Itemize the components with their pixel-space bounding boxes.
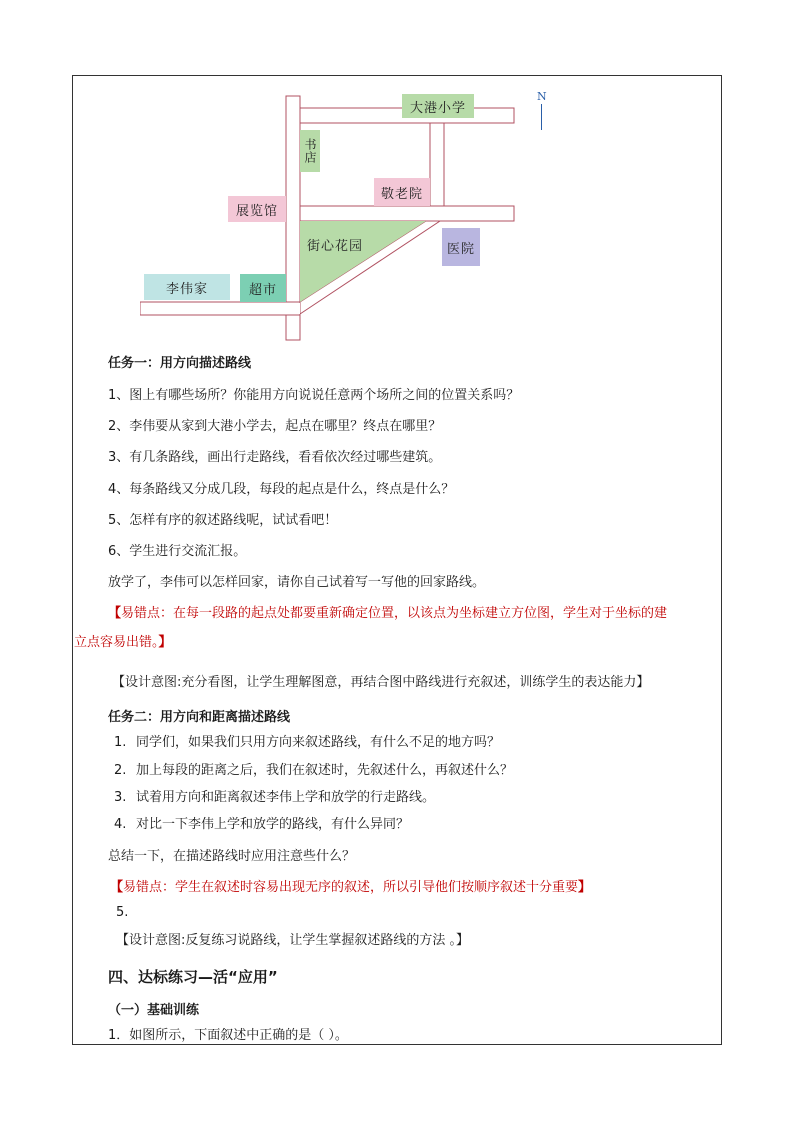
place-exhibition: 展览馆 <box>228 196 286 222</box>
task2-item-1 <box>114 735 500 751</box>
task2-error-line <box>110 880 591 896</box>
place-garden: 街心花园 <box>306 238 363 254</box>
error-close-bracket: 】 <box>578 880 592 895</box>
road-network <box>140 88 560 343</box>
route-map <box>140 88 560 343</box>
question-1: 1．如图所示，下面叙述中正确的是（ ）。 <box>108 1028 348 1043</box>
task2-design-intent: 【设计意图:反复练习说路线，让学生掌握叙述路线的方法 。】 <box>116 933 470 948</box>
place-hospital: 医院 <box>442 228 480 266</box>
item-text: 加上每段的距离之后，我们在叙述时，先叙述什么，再叙述什么？ <box>136 763 514 778</box>
task2-summary: 总结一下，在描述路线时应用注意些什么？ <box>108 849 356 864</box>
task1-error-line-2 <box>74 635 172 651</box>
task1-design-intent: 【设计意图:充分看图，让学生理解图意，再结合图中路线进行充叙述，训练学生的表达能力】 <box>112 675 650 690</box>
task2-error-text: 易错点：学生在叙述时容易出现无序的叙述，所以引导他们按顺序叙述十分重要 <box>123 880 579 895</box>
task2-item-5: 5. <box>116 905 129 920</box>
task1-error-text-1: 易错点：在每一段路的起点处都要重新确定位置，以该点为坐标建立方位图，学生对于坐标的建 <box>121 606 668 621</box>
north-arrow-icon <box>541 104 542 130</box>
task2-item-3 <box>114 790 435 806</box>
task1-item-6: 6、学生进行交流汇报。 <box>108 544 247 559</box>
item-number: 1. <box>114 735 127 750</box>
section4-heading: 四、达标练习—活“应用” <box>108 968 278 986</box>
task1-title: 任务一：用方向描述路线 <box>108 356 252 371</box>
item-text: 对比一下李伟上学和放学的路线，有什么异同？ <box>136 817 410 832</box>
task2-title: 任务二：用方向和距离描述路线 <box>108 710 291 725</box>
compass-north-label: N <box>537 90 547 103</box>
item-number: 3. <box>114 790 127 805</box>
task1-item-4: 4、每条路线又分成几段，每段的起点是什么，终点是什么？ <box>108 482 455 497</box>
item-number: 2. <box>114 763 127 778</box>
section4-subheading: （一）基础训练 <box>108 1003 200 1018</box>
task1-homework: 放学了，李伟可以怎样回家，请你自己试着写一写他的回家路线。 <box>108 575 486 590</box>
task2-item-4 <box>114 817 409 833</box>
item-number: 4. <box>114 817 127 832</box>
task1-item-2: 2、李伟要从家到大港小学去，起点在哪里？终点在哪里？ <box>108 419 442 434</box>
task1-item-1: 1、图上有哪些场所？你能用方向说说任意两个场所之间的位置关系吗？ <box>108 388 520 403</box>
error-close-bracket: 】 <box>158 635 172 650</box>
place-market: 超市 <box>240 274 286 302</box>
item-text: 同学们，如果我们只用方向来叙述路线，有什么不足的地方吗？ <box>136 735 501 750</box>
task2-item-2 <box>114 763 513 779</box>
task1-error-line-1 <box>108 606 667 622</box>
task1-item-3: 3、有几条路线，画出行走路线，看看依次经过哪些建筑。 <box>108 450 442 465</box>
place-home: 李伟家 <box>144 274 230 300</box>
task1-item-5: 5、怎样有序的叙述路线呢，试试看吧！ <box>108 513 338 528</box>
place-school: 大港小学 <box>402 94 474 118</box>
place-bookstore: 书店 <box>300 130 320 172</box>
error-open-bracket: 【 <box>108 606 122 621</box>
place-nursing-home: 敬老院 <box>374 178 430 206</box>
item-text: 试着用方向和距离叙述李伟上学和放学的行走路线。 <box>136 790 436 805</box>
task1-error-text-2: 立点容易出错。 <box>74 635 159 650</box>
error-open-bracket: 【 <box>110 880 124 895</box>
